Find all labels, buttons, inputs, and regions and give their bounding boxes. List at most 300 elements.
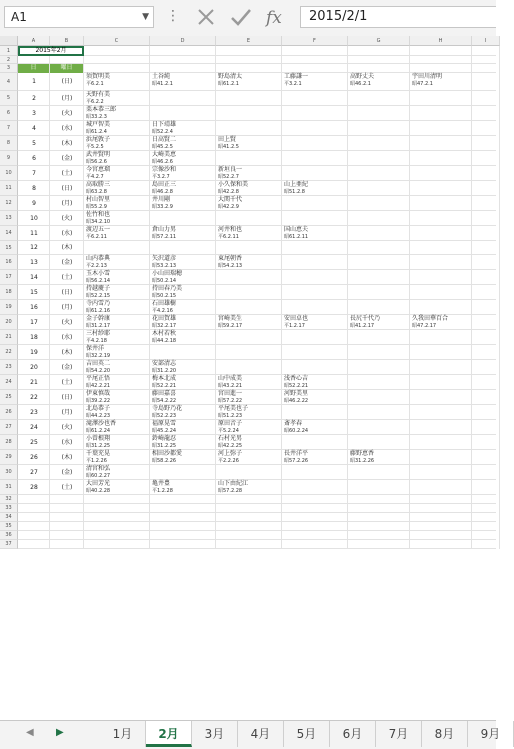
row-header[interactable]: 1 [0, 46, 18, 56]
birthday-cell[interactable] [218, 73, 281, 91]
birthday-cell[interactable] [152, 420, 215, 435]
birth-date: 昭39.2.22 [86, 398, 111, 404]
weekday-cell[interactable]: (土) [61, 170, 73, 177]
birth-date: 昭50.2.14 [152, 278, 177, 284]
row-header[interactable]: 25 [0, 390, 18, 405]
birth-date: 昭31.2.17 [86, 323, 111, 329]
birthday-cell[interactable] [86, 375, 149, 390]
birth-date: 平6.2.11 [218, 234, 239, 240]
weekday-cell[interactable]: (月) [61, 95, 73, 102]
sheet-tab[interactable]: 4月 [238, 721, 284, 747]
birth-date: 昭61.2.11 [284, 234, 309, 240]
person-name: 武井賢明 [86, 151, 111, 158]
weekday-cell[interactable]: (火) [61, 215, 73, 222]
birth-date: 昭61.2.24 [86, 428, 111, 434]
row-header[interactable]: 21 [0, 330, 18, 345]
birthday-cell[interactable] [152, 315, 215, 330]
day-cell[interactable]: 2 [32, 95, 36, 102]
birthday-cell[interactable] [152, 285, 215, 300]
day-cell[interactable]: 9 [32, 200, 36, 207]
person-name: 花田賀雄 [152, 315, 177, 322]
birthday-cell[interactable] [350, 315, 409, 330]
birthday-cell[interactable] [86, 136, 149, 151]
row-header[interactable]: 28 [0, 435, 18, 450]
chevron-down-icon[interactable]: ▼ [142, 12, 149, 22]
row-header[interactable]: 37 [0, 540, 18, 549]
day-cell[interactable]: 20 [30, 364, 38, 371]
weekday-cell[interactable]: (火) [61, 110, 73, 117]
birthday-cell[interactable] [86, 226, 149, 241]
name-box[interactable] [4, 6, 154, 28]
birth-date: 昭32.2.19 [86, 353, 111, 359]
birth-date: 昭42.2.21 [86, 383, 111, 389]
person-name: 大崎美恵 [152, 151, 177, 158]
sheet-tab[interactable]: 1月 [100, 721, 146, 747]
row-header[interactable]: 13 [0, 211, 18, 226]
more-options-icon[interactable]: ⋮ [166, 8, 180, 24]
birth-date: 昭57.2.26 [284, 458, 309, 464]
birthday-cell[interactable] [152, 73, 215, 91]
sheet-tab[interactable]: 2月 [146, 721, 192, 747]
person-name: 浅香心吉 [284, 375, 309, 382]
fx-icon[interactable] [264, 5, 288, 29]
birthday-cell[interactable] [218, 405, 281, 420]
birthday-cell[interactable] [218, 450, 281, 465]
person-name: 日下靖雄 [152, 121, 177, 128]
select-all-corner[interactable] [0, 36, 18, 46]
birthday-cell[interactable] [350, 73, 409, 91]
person-name: 滝澤沙也香 [86, 420, 117, 427]
row-header[interactable]: 19 [0, 300, 18, 315]
birth-date: 昭63.2.8 [86, 189, 107, 195]
row-header[interactable]: 7 [0, 121, 18, 136]
birthday-cell[interactable] [152, 121, 215, 136]
birthday-cell[interactable] [86, 211, 149, 226]
day-cell[interactable]: 15 [30, 289, 38, 296]
birthday-cell[interactable] [284, 181, 347, 196]
birth-date: 昭60.2.27 [86, 473, 111, 479]
birthday-cell[interactable] [412, 73, 471, 91]
birthday-cell[interactable] [152, 360, 215, 375]
birthday-cell[interactable] [86, 91, 149, 106]
weekday-cell[interactable]: (木) [61, 349, 73, 356]
weekday-cell[interactable]: (日) [61, 289, 73, 296]
column-header[interactable]: I [472, 36, 500, 46]
birth-date: 昭55.2.9 [86, 204, 107, 210]
person-name: 矢沢道彦 [152, 255, 177, 262]
birthday-cell[interactable] [218, 166, 281, 181]
day-cell[interactable]: 11 [30, 230, 38, 237]
birthday-cell[interactable] [86, 151, 149, 166]
birthday-cell[interactable] [284, 226, 347, 241]
weekday-cell[interactable]: (土) [61, 484, 73, 491]
day-cell[interactable]: 27 [30, 469, 38, 476]
birth-date: 昭52.2.21 [152, 383, 177, 389]
person-name: 持越慶子 [86, 285, 111, 292]
birth-date: 平6.2.1 [86, 81, 104, 87]
birthday-cell[interactable] [350, 450, 409, 465]
birthday-cell[interactable] [152, 330, 215, 345]
person-name: 山下由紀江 [218, 480, 249, 487]
birthday-cell[interactable] [284, 420, 347, 435]
person-name: 浜尾敦子 [86, 136, 111, 143]
birthday-cell[interactable] [86, 121, 149, 136]
column-header[interactable]: B [50, 36, 84, 46]
birthday-cell[interactable] [86, 181, 149, 196]
person-name: 城戸智美 [86, 121, 111, 128]
weekday-cell[interactable]: (月) [61, 409, 73, 416]
birthday-cell[interactable] [86, 285, 149, 300]
column-header[interactable]: E [216, 36, 282, 46]
gridline [409, 46, 410, 549]
weekday-cell[interactable]: (金) [61, 155, 73, 162]
day-cell[interactable]: 28 [30, 484, 38, 491]
svg-text:fx: fx [266, 8, 282, 28]
person-name: 河上弥子 [218, 450, 243, 457]
formula-value: 2015/2/1 [309, 9, 368, 24]
day-cell[interactable]: 18 [30, 334, 38, 341]
row-header[interactable]: 32 [0, 495, 18, 504]
day-cell[interactable]: 16 [30, 304, 38, 311]
weekday-cell[interactable]: (月) [61, 200, 73, 207]
row-header[interactable]: 20 [0, 315, 18, 330]
column-header[interactable]: D [150, 36, 216, 46]
row-header[interactable]: 33 [0, 504, 18, 513]
day-cell[interactable]: 8 [32, 185, 36, 192]
birthday-cell[interactable] [86, 196, 149, 211]
birthday-cell[interactable] [284, 450, 347, 465]
birthday-cell[interactable] [152, 166, 215, 181]
column-header[interactable]: G [348, 36, 410, 46]
birthday-cell[interactable] [86, 300, 149, 315]
person-name: 山上亜紀 [284, 181, 309, 188]
row-header[interactable]: 2 [0, 56, 18, 64]
day-cell[interactable]: 23 [30, 409, 38, 416]
birth-date: 昭61.2.16 [86, 308, 111, 314]
person-name: 千葉充晃 [86, 450, 111, 457]
day-cell[interactable]: 5 [32, 140, 36, 147]
birthday-cell[interactable] [86, 480, 149, 495]
birth-date: 昭57.2.11 [152, 234, 177, 240]
person-name: 北島恭子 [86, 405, 111, 412]
person-name: 大田芳光 [86, 480, 111, 487]
row-header[interactable]: 12 [0, 196, 18, 211]
birth-date: 昭51.2.23 [218, 413, 243, 419]
birthday-cell[interactable] [152, 375, 215, 390]
birthday-cell[interactable] [152, 151, 215, 166]
gridline [18, 55, 496, 56]
person-name: 平尾美也子 [218, 405, 249, 412]
day-cell[interactable]: 17 [30, 319, 38, 326]
birthday-cell[interactable] [86, 166, 149, 181]
birthday-cell[interactable] [218, 480, 281, 495]
sheet-tab[interactable]: 7月 [376, 721, 422, 747]
birth-date: 平1.2.28 [152, 488, 173, 494]
weekday-cell[interactable]: (日) [61, 185, 73, 192]
birth-date: 昭40.2.28 [86, 488, 111, 494]
formula-input[interactable] [300, 6, 496, 28]
day-cell[interactable]: 21 [30, 379, 38, 386]
birthday-cell[interactable] [86, 270, 149, 285]
person-name: 亀井豊 [152, 480, 171, 487]
sheet-tab-bar [0, 720, 501, 749]
person-name: 栗本恭三郎 [86, 106, 117, 113]
row-header[interactable]: 27 [0, 420, 18, 435]
scroll-left-icon[interactable]: ◀ [26, 727, 34, 738]
weekday-cell[interactable]: (木) [61, 140, 73, 147]
birth-date: 昭58.2.26 [152, 458, 177, 464]
row-header[interactable]: 16 [0, 255, 18, 270]
birthday-cell[interactable] [218, 315, 281, 330]
person-name: 斎孝春 [284, 420, 303, 427]
birth-date: 平6.2.2 [86, 99, 104, 105]
day-cell[interactable]: 1 [32, 78, 36, 85]
person-name: 日高賢二 [152, 136, 177, 143]
row-header[interactable]: 31 [0, 480, 18, 495]
birthday-cell[interactable] [152, 300, 215, 315]
birthday-cell[interactable] [86, 73, 149, 91]
row-header[interactable]: 5 [0, 91, 18, 106]
worksheet-grid[interactable] [0, 36, 496, 720]
birthday-cell[interactable] [86, 106, 149, 121]
person-name: 東尾朝香 [218, 255, 243, 262]
birthday-cell[interactable] [218, 375, 281, 390]
weekday-cell[interactable]: (火) [61, 424, 73, 431]
gridline [18, 539, 496, 540]
weekday-cell[interactable]: (金) [61, 259, 73, 266]
birth-date: 昭31.2.26 [350, 458, 375, 464]
row-header[interactable]: 18 [0, 285, 18, 300]
person-name: 村山智里 [86, 196, 111, 203]
birth-date: 平5.2.5 [86, 144, 104, 150]
gridline [18, 63, 496, 64]
person-name: 宇田川清明 [412, 73, 443, 80]
row-header[interactable]: 29 [0, 450, 18, 465]
birth-date: 昭46.2.8 [152, 189, 173, 195]
birth-date: 昭57.2.22 [218, 398, 243, 404]
birthday-cell[interactable] [218, 435, 281, 450]
person-name: 木村若秋 [152, 330, 177, 337]
day-cell[interactable]: 14 [30, 274, 38, 281]
column-header[interactable]: A [18, 36, 50, 46]
birth-date: 昭56.2.14 [86, 278, 111, 284]
birthday-cell[interactable] [152, 405, 215, 420]
birthday-cell[interactable] [152, 136, 215, 151]
birthday-cell[interactable] [152, 255, 215, 270]
birth-date: 昭54.2.22 [152, 398, 177, 404]
birthday-cell[interactable] [218, 181, 281, 196]
person-name: 小山田瑞穂 [152, 270, 183, 277]
weekday-cell[interactable]: (土) [61, 274, 73, 281]
day-cell[interactable]: 22 [30, 394, 38, 401]
sheet-tab[interactable]: 9月 [468, 721, 514, 747]
birthday-cell[interactable] [218, 226, 281, 241]
birthday-cell[interactable] [284, 375, 347, 390]
weekday-cell[interactable]: (水) [61, 125, 73, 132]
row-header[interactable]: 14 [0, 226, 18, 241]
birth-date: 昭31.2.25 [152, 443, 177, 449]
row-header[interactable]: 22 [0, 345, 18, 360]
birth-date: 平1.2.26 [86, 458, 107, 464]
person-name: 渡辺五一 [86, 226, 111, 233]
day-cell[interactable]: 24 [30, 424, 38, 431]
person-name: 須賀明美 [86, 73, 111, 80]
person-name: 石村光男 [218, 435, 243, 442]
weekday-cell[interactable]: (火) [61, 319, 73, 326]
gridline [18, 530, 496, 531]
birthday-cell[interactable] [86, 330, 149, 345]
weekday-cell[interactable]: (木) [61, 454, 73, 461]
day-cell[interactable]: 13 [30, 259, 38, 266]
row-header[interactable]: 30 [0, 465, 18, 480]
birthday-cell[interactable] [86, 465, 149, 480]
birthday-cell[interactable] [284, 315, 347, 330]
birthday-cell[interactable] [218, 196, 281, 211]
birthday-cell[interactable] [218, 420, 281, 435]
day-cell[interactable]: 4 [32, 125, 36, 132]
person-name: 金子幹康 [86, 315, 111, 322]
row-header[interactable]: 35 [0, 522, 18, 531]
person-name: 倉山力男 [152, 226, 177, 233]
row-header[interactable]: 36 [0, 531, 18, 540]
birth-date: 昭56.2.6 [86, 159, 107, 165]
person-name: 大関千代 [218, 196, 243, 203]
gridline [281, 46, 282, 549]
row-header[interactable]: 3 [0, 64, 18, 73]
person-name: 福原晃雪 [152, 420, 177, 427]
row-header[interactable]: 8 [0, 136, 18, 151]
birthday-cell[interactable] [152, 226, 215, 241]
weekday-cell[interactable]: (水) [61, 439, 73, 446]
birth-date: 昭45.2.5 [152, 144, 173, 150]
birthday-cell[interactable] [86, 405, 149, 420]
birth-date: 昭59.2.17 [218, 323, 243, 329]
birthday-cell[interactable] [152, 390, 215, 405]
person-name: 三村紗耶 [86, 330, 111, 337]
gridline [18, 548, 496, 549]
birthday-cell[interactable] [152, 450, 215, 465]
weekday-cell[interactable]: (土) [61, 379, 73, 386]
person-name: 高取勝三 [86, 181, 111, 188]
weekday-cell[interactable]: (日) [61, 394, 73, 401]
day-cell[interactable]: 12 [30, 244, 38, 251]
person-name: 野島清太 [218, 73, 243, 80]
birth-date: 昭42.2.9 [218, 204, 239, 210]
day-cell[interactable]: 26 [30, 454, 38, 461]
day-cell[interactable]: 19 [30, 349, 38, 356]
day-cell[interactable]: 7 [32, 170, 36, 177]
weekday-cell[interactable]: (水) [61, 230, 73, 237]
birthday-cell[interactable] [152, 435, 215, 450]
row-header[interactable]: 10 [0, 166, 18, 181]
birth-date: 平2.2.13 [86, 263, 107, 269]
check-icon[interactable] [229, 5, 253, 29]
weekday-cell[interactable]: (金) [61, 364, 73, 371]
person-name: 梅本北成 [152, 375, 177, 382]
person-name: 天野有美 [86, 91, 111, 98]
birthday-cell[interactable] [284, 390, 347, 405]
weekday-cell[interactable]: (月) [61, 304, 73, 311]
gridline [149, 46, 150, 549]
title-cell[interactable]: 2015年2月 [18, 46, 84, 56]
x-icon[interactable] [194, 5, 218, 29]
birthday-cell[interactable] [218, 255, 281, 270]
row-header[interactable]: 15 [0, 241, 18, 255]
birth-date: 昭52.2.4 [152, 129, 173, 135]
birthday-cell[interactable] [86, 420, 149, 435]
birthday-cell[interactable] [218, 136, 281, 151]
column-header[interactable]: F [282, 36, 348, 46]
birthday-cell[interactable] [152, 181, 215, 196]
column-header[interactable]: C [84, 36, 150, 46]
person-name: 今宮恵瑠 [86, 166, 111, 173]
person-name: 持田春乃美 [152, 285, 183, 292]
weekday-cell[interactable]: (水) [61, 334, 73, 341]
birthday-cell[interactable] [218, 390, 281, 405]
birthday-cell[interactable] [86, 345, 149, 360]
row-header[interactable]: 9 [0, 151, 18, 166]
person-name: 原田音子 [218, 420, 243, 427]
birthday-cell[interactable] [86, 360, 149, 375]
row-header[interactable]: 17 [0, 270, 18, 285]
birthday-cell[interactable] [284, 73, 347, 91]
row-header[interactable]: 24 [0, 375, 18, 390]
weekday-cell[interactable]: (日) [61, 78, 73, 85]
weekday-cell[interactable]: (金) [61, 469, 73, 476]
person-name: 清宮和弘 [86, 465, 111, 472]
person-name: 宮崎美生 [218, 315, 243, 322]
sheet-tab[interactable]: 3月 [192, 721, 238, 747]
row-header[interactable]: 23 [0, 360, 18, 375]
person-name: 安田卓也 [284, 315, 309, 322]
birth-date: 平1.2.17 [284, 323, 305, 329]
column-header[interactable]: H [410, 36, 472, 46]
row-header[interactable]: 4 [0, 73, 18, 91]
row-header[interactable]: 26 [0, 405, 18, 420]
birth-date: 昭31.2.25 [86, 443, 111, 449]
birthday-cell[interactable] [152, 270, 215, 285]
person-name: 井川剛 [152, 196, 171, 203]
scroll-right-icon[interactable]: ▶ [56, 727, 64, 738]
birthday-cell[interactable] [86, 450, 149, 465]
birthday-cell[interactable] [412, 315, 471, 330]
birthday-cell[interactable] [86, 435, 149, 450]
sheet-tab[interactable]: 5月 [284, 721, 330, 747]
person-name: 山内恭典 [86, 255, 111, 262]
row-header[interactable]: 6 [0, 106, 18, 121]
gridline [499, 46, 500, 549]
birthday-cell[interactable] [86, 390, 149, 405]
birthday-cell[interactable] [152, 196, 215, 211]
day-cell[interactable]: 10 [30, 215, 38, 222]
row-header[interactable]: 34 [0, 513, 18, 522]
birth-date: 昭54.2.20 [86, 368, 111, 374]
birth-date: 昭61.2.4 [86, 129, 107, 135]
birth-date: 平5.2.24 [218, 428, 239, 434]
birth-date: 昭47.2.17 [412, 323, 437, 329]
day-cell[interactable]: 6 [32, 155, 36, 162]
birthday-cell[interactable] [86, 315, 149, 330]
weekday-cell[interactable]: (木) [61, 244, 73, 251]
day-cell[interactable]: 25 [30, 439, 38, 446]
birthday-cell[interactable] [86, 255, 149, 270]
birthday-cell[interactable] [152, 480, 215, 495]
day-cell[interactable]: 3 [32, 110, 36, 117]
row-header[interactable]: 11 [0, 181, 18, 196]
sheet-tab[interactable]: 8月 [422, 721, 468, 747]
person-name: 工藤謙一 [284, 73, 309, 80]
sheet-tab[interactable]: 6月 [330, 721, 376, 747]
